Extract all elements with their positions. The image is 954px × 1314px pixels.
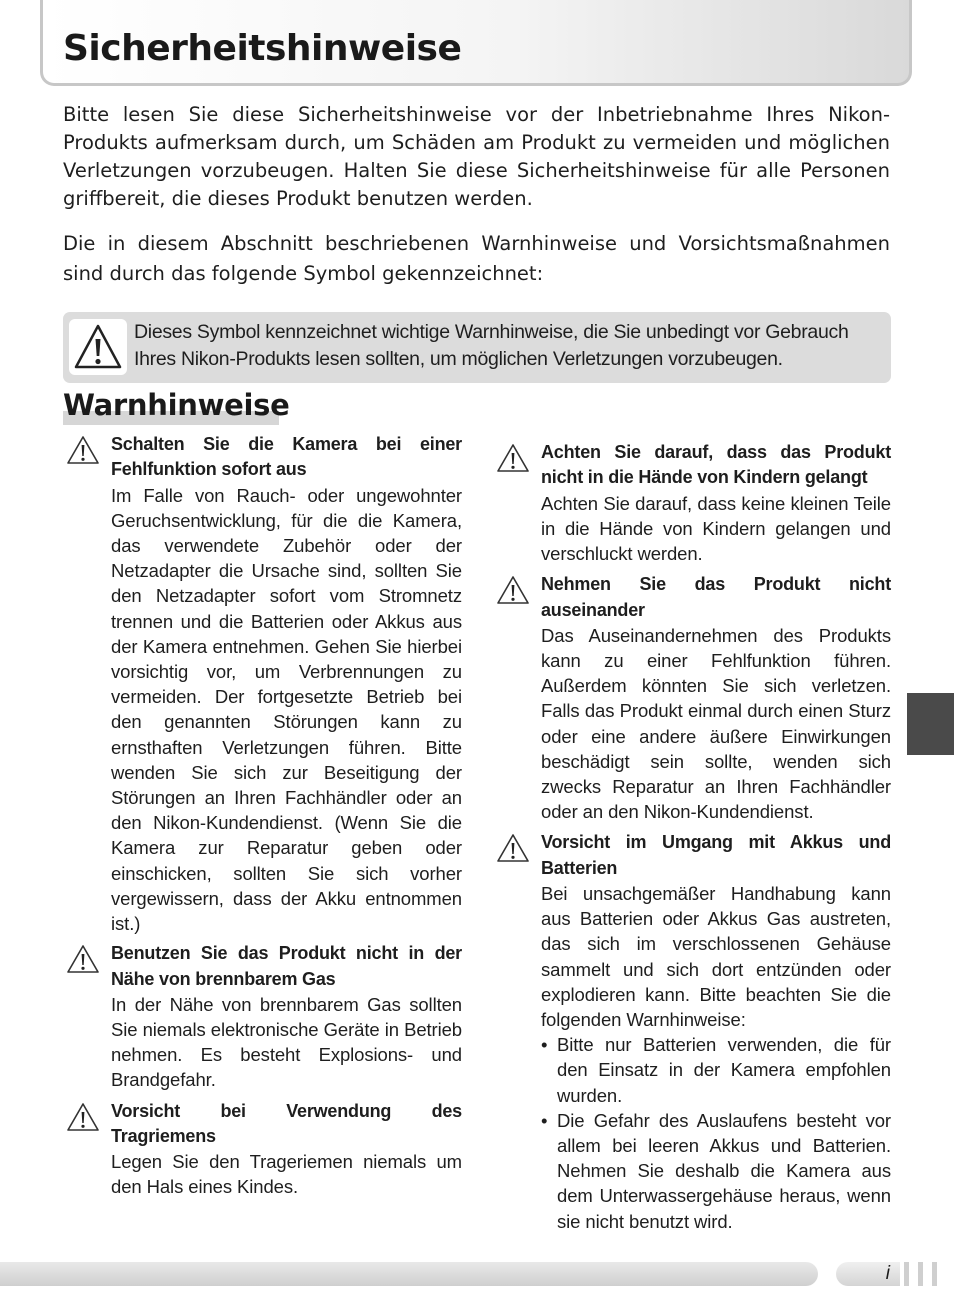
chapter-side-tab — [907, 693, 954, 755]
left-column — [66, 432, 462, 1200]
bullet-item: • Die Gefahr des Auslaufens besteht vor allem bei leeren Akkus und Batterien. Nehmen Sie deshalb die Kamera aus dem Unterwassergehäuse heraus, wenn sie nicht benutzt wird. — [541, 1108, 891, 1234]
warning-triangle-icon — [496, 575, 530, 605]
warning-item — [66, 432, 462, 936]
right-column — [496, 440, 891, 1234]
notice-text: Dieses Symbol kennzeichnet wichtige Warnhinweise, die Sie unbedingt vor Gebrauch Ihres Nikon-Produkts lesen sollten, um möglichen Verletzungen vorzubeugen. — [134, 321, 849, 370]
warning-item-body: Achten Sie darauf, dass keine kleinen Teile in die Hände von Kindern gelangen und verschluckt werden. — [541, 492, 891, 564]
warning-triangle-icon — [66, 1102, 100, 1132]
warning-item — [496, 830, 891, 1233]
warning-item — [66, 941, 462, 1092]
warning-item — [66, 1099, 462, 1200]
warning-item-title: Vorsicht im Umgang mit Akkus und Batterien — [541, 832, 891, 878]
intro-paragraph-1: Bitte lesen Sie diese Sicherheitshinweise vor der Inbetriebnahme Ihres Nikon-Produkts aufmerksam durch, um Schäden am Produkt zu vermeiden und möglichen Verletzungen vorzubeugen. Halten Sie diese Sicherheitshinweise für alle Personen griffbereit, die dieses Produkt benutzen werden. — [63, 103, 890, 210]
intro-paragraph-2: Die in diesem Abschnitt beschriebenen Warnhinweise und Vorsichtsmaßnahmen sind durch das folgende Symbol gekennzeichnet: — [63, 232, 890, 285]
warning-item-title: Nehmen Sie das Produkt nicht auseinander — [541, 574, 891, 620]
warning-item — [496, 440, 891, 566]
footer-stripe — [918, 1262, 923, 1286]
warning-item — [496, 572, 891, 824]
footer-bar — [0, 1262, 818, 1286]
warning-triangle-icon — [73, 323, 123, 371]
warning-item-title: Achten Sie darauf, dass das Produkt nicht in die Hände von Kindern gelangt — [541, 442, 891, 488]
warning-triangle-icon — [496, 833, 530, 863]
page-title: Sicherheitshinweise — [63, 28, 462, 69]
warning-triangle-icon — [496, 443, 530, 473]
bullet-item: • Bitte nur Batterien verwenden, die für den Einsatz in der Kamera empfohlen wurden. — [541, 1032, 891, 1108]
footer-stripe — [904, 1262, 909, 1286]
warning-item-body: Das Auseinandernehmen des Produkts kann zu einer Fehlfunktion führen. Außerdem könnten Sie sich verletzen. Falls das Produkt einmal durch einen Sturz oder eine andere äußere Einwirkungen beschädigt sein sollte, wenden sich zwecks Reparatur an Ihren Fachhändler oder an den Nikon-Kundendienst. — [541, 624, 891, 823]
page-number: i — [885, 1263, 890, 1284]
warning-item-title: Benutzen Sie das Produkt nicht in der Nähe von brennbarem Gas — [111, 943, 462, 989]
warning-item-body: Bei unsachgemäßer Handhabung kann aus Batterien oder Akkus Gas austreten, das sich im verschlossenen Gehäuse sammelt und sich dort entzünden oder explodieren kann. Bitte beachten Sie die folgenden Warnhinweise: — [541, 883, 891, 1031]
warning-notice-box — [63, 312, 891, 383]
warning-item-body: Im Falle von Rauch- oder ungewohnter Geruchsentwicklung, für die die Kamera, das verwendete Zubehör oder der Netzadapter die Ursache sind, sollten Sie den Netzadapter sofort vom Stromnetz trennen und die Batterien oder Akkus aus der Kamera entnehmen. Gehen Sie hierbei vorsichtig vor, um Verbrennungen zu vermeiden. Der fortgesetzte Betrieb bei den genannten Störungen kann zu ernsthaften Verletzungen führen. Bitte wenden Sie sich zur Beseitigung der Störungen an Ihren Fachhändler oder an den Nikon-Kundendienst. (Wenn Sie die Kamera zur Reparatur geben oder einschicken, sollten Sie sich vorher vergewissern, dass der Akku entnommen ist.) — [111, 484, 462, 935]
footer-stripe — [932, 1262, 937, 1286]
warning-item-body: In der Nähe von brennbarem Gas sollten Sie niemals elektronische Geräte in Betrieb nehmen. Es besteht Explosions- und Brandgefahr. — [111, 993, 462, 1091]
notice-icon-frame — [69, 319, 127, 375]
warning-triangle-icon — [66, 435, 100, 465]
section-heading: Warnhinweise — [63, 388, 290, 422]
warning-item-body: Legen Sie den Trageriemen niemals um den Hals eines Kindes. — [111, 1151, 462, 1198]
warning-item-title: Schalten Sie die Kamera bei einer Fehlfunktion sofort aus — [111, 434, 462, 480]
warning-triangle-icon — [66, 944, 100, 974]
warning-item-title: Vorsicht bei Verwendung des Tragriemens — [111, 1100, 462, 1146]
